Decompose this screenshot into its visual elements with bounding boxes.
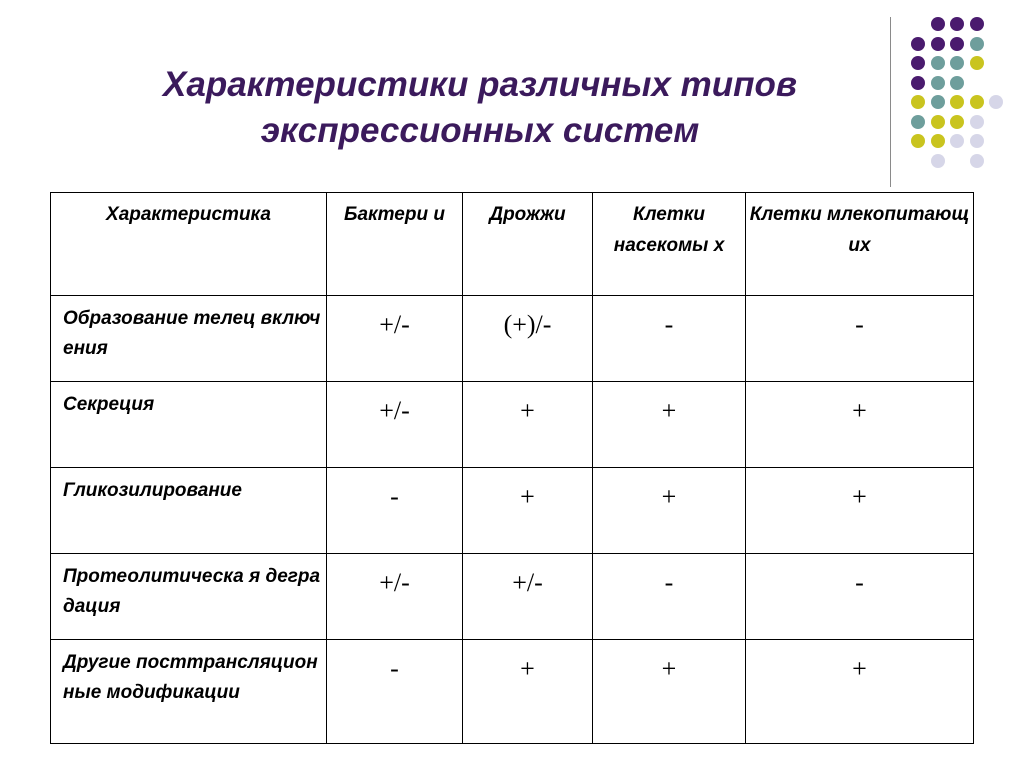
cell-yeast: +/- [463, 554, 593, 640]
decorative-dot [989, 95, 1003, 109]
cell-insect: - [593, 296, 746, 382]
cell-mammal: - [746, 554, 974, 640]
header-characteristic: Характеристика [51, 193, 327, 296]
decorative-dot [911, 76, 925, 90]
decorative-dot [950, 17, 964, 31]
row-label: Протеолитическа я деградация [51, 554, 327, 640]
row-label: Образование телец включения [51, 296, 327, 382]
divider-line [890, 17, 891, 187]
decorative-dot [950, 76, 964, 90]
table-row [51, 640, 974, 744]
decorative-dot [970, 154, 984, 168]
decorative-dot [931, 95, 945, 109]
slide-title [60, 62, 900, 154]
cell-mammal: - [746, 296, 974, 382]
decorative-dot [950, 134, 964, 148]
title-line-1: Характеристики различных типов [163, 65, 797, 104]
decorative-dot [911, 95, 925, 109]
decorative-dot [931, 17, 945, 31]
cell-yeast: + [463, 468, 593, 554]
decorative-dot [970, 56, 984, 70]
decorative-dot [950, 37, 964, 51]
table-row [51, 468, 974, 554]
cell-bacteria: +/- [327, 382, 463, 468]
decorative-dot [950, 115, 964, 129]
row-label: Другие посттрансляцион ные модификации [51, 640, 327, 744]
decorative-dot [931, 154, 945, 168]
cell-insect: + [593, 468, 746, 554]
decorative-dot [931, 56, 945, 70]
header-bacteria: Бактери и [327, 193, 463, 296]
cell-mammal: + [746, 468, 974, 554]
decorative-dot [931, 134, 945, 148]
comparison-table [50, 192, 974, 744]
cell-bacteria: - [327, 640, 463, 744]
decorative-dot [911, 37, 925, 51]
table-row [51, 382, 974, 468]
row-label: Секреция [51, 382, 327, 468]
cell-bacteria: +/- [327, 554, 463, 640]
cell-mammal: + [746, 382, 974, 468]
header-mammal-cells: Клетки млекопитающ их [746, 193, 974, 296]
decorative-dot [931, 37, 945, 51]
cell-yeast: + [463, 640, 593, 744]
header-insect-cells: Клетки насекомы х [593, 193, 746, 296]
cell-bacteria: +/- [327, 296, 463, 382]
cell-yeast: (+)/- [463, 296, 593, 382]
table-header-row [51, 193, 974, 296]
cell-yeast: + [463, 382, 593, 468]
decorative-dot [950, 56, 964, 70]
cell-insect: + [593, 382, 746, 468]
decorative-dot [950, 95, 964, 109]
decorative-dot [911, 115, 925, 129]
row-label: Гликозилирование [51, 468, 327, 554]
table-row [51, 296, 974, 382]
cell-insect: - [593, 554, 746, 640]
cell-bacteria: - [327, 468, 463, 554]
title-line-2: экспрессионных систем [260, 111, 700, 150]
decorative-dot [931, 76, 945, 90]
header-yeast: Дрожжи [463, 193, 593, 296]
cell-insect: + [593, 640, 746, 744]
cell-mammal: + [746, 640, 974, 744]
table-row [51, 554, 974, 640]
decorative-dot [970, 115, 984, 129]
decorative-dot [911, 56, 925, 70]
decorative-dot [970, 134, 984, 148]
decorative-dot [911, 134, 925, 148]
decorative-dot [970, 17, 984, 31]
decorative-dot [970, 37, 984, 51]
decorative-dot [970, 95, 984, 109]
decorative-dot [931, 115, 945, 129]
